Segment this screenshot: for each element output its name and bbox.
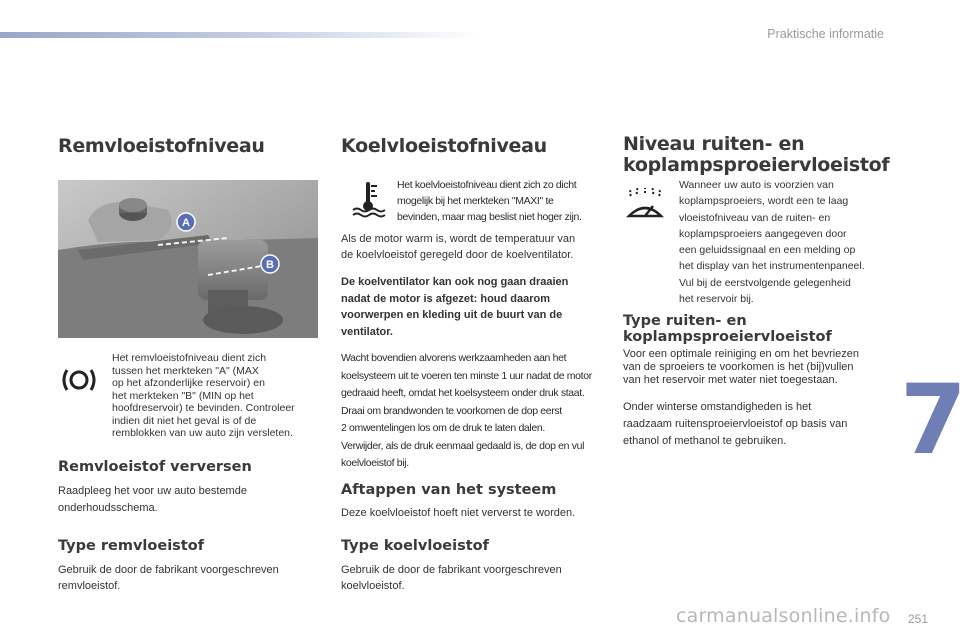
- washer-type-line: Voor een optimale reiniging en om het bevriezen: [623, 348, 860, 360]
- washer-level-description: [679, 177, 889, 307]
- coolant-wait-line: Verwijder, als de druk eenmaal gedaald is, de dop en vul: [341, 439, 585, 452]
- washer-type-line: van de sproeiers te voorkomen is het (bij)vullen: [623, 361, 854, 373]
- coolant-wait-line: gedraaid heeft, omdat het koelsysteem onder druk staat.: [341, 387, 585, 399]
- brake-fluid-title: Remvloeistofniveau: [58, 135, 265, 157]
- coolant-warning-line: ventilator.: [341, 325, 393, 338]
- brake-desc-line: remblokken van uw auto zijn versleten.: [112, 427, 293, 439]
- coolant-warm-text: [341, 231, 575, 263]
- washer-icon-line: vloeistofniveau van de ruiten- en: [679, 211, 831, 224]
- coolant-wait-line: 2 omwentelingen los om de druk te laten dalen.: [341, 422, 545, 434]
- coolant-warning-line: voorwerpen en kleding uit de buurt van de: [341, 309, 563, 321]
- coolant-warm-line: Als de motor warm is, wordt de temperatuur van: [341, 233, 576, 245]
- coolant-warning-line: nadat de motor is afgezet: houd daarom: [341, 292, 551, 305]
- coolant-icon-line: mogelijk bij het merkteken "MAXI" te: [397, 195, 554, 207]
- coolant-drain-title: Aftappen van het systeem: [341, 482, 557, 498]
- brake-replace-line: onderhoudsschema.: [58, 502, 158, 514]
- washer-icon-line: Vul bij de eerstvolgende gelegenheid: [679, 276, 851, 289]
- brake-desc-line: hoofdreservoir) te bevinden. Controleer: [112, 402, 295, 414]
- washer-icon-line: koplampsproeiers aangegeven door: [679, 227, 847, 240]
- brake-reservoir-photo: [58, 180, 318, 338]
- brake-type-line: Gebruik de door de fabrikant voorgeschreven: [58, 564, 279, 576]
- coolant-drain-text: Deze koelvloeistof hoeft niet ververst te worden.: [341, 507, 576, 519]
- header-bar: [0, 32, 480, 38]
- washer-type-title: [623, 313, 832, 345]
- coolant-wait-text: [341, 350, 605, 473]
- marker-b-label: B: [266, 259, 274, 271]
- brake-type-line: remvloeistof.: [58, 580, 121, 592]
- brake-warning-icon: [60, 366, 98, 399]
- coolant-wait-line: Draai om brandwonden te voorkomen de dop eerst: [341, 404, 562, 417]
- coolant-title: Koelvloeistofniveau: [341, 135, 547, 157]
- washer-type-title-line: Type ruiten- en: [623, 313, 747, 329]
- brake-desc-line: Het remvloeistofniveau dient zich: [112, 352, 267, 364]
- brake-type-title: Type remvloeistof: [58, 538, 204, 554]
- washer-winter-line: raadzaam ruitensproeiervloeistof op basis van: [623, 418, 848, 430]
- marker-a-label: A: [182, 217, 190, 229]
- brake-desc-line: tussen het merkteken "A" (MAX: [112, 364, 259, 377]
- washer-winter-text: [623, 399, 885, 450]
- brake-desc-line: indien dit niet het geval is of de: [112, 414, 257, 427]
- section-label: Praktische informatie: [767, 27, 884, 41]
- coolant-icon-line: Het koelvloeistofniveau dient zich zo dicht: [397, 179, 577, 191]
- page-number: 251: [908, 612, 929, 626]
- washer-type-line: van het reservoir met water niet toegestaan.: [623, 374, 838, 386]
- washer-icon-line: het reservoir bij.: [679, 293, 754, 306]
- brake-type-text: [58, 562, 279, 594]
- washer-title-line: koplampsproeiervloeistof: [623, 154, 890, 176]
- washer-type-title-line: koplampsproeiervloeistof: [623, 329, 832, 345]
- brake-desc-line: het merkteken "B" (MIN op het: [112, 389, 254, 402]
- brake-replace-title: Remvloeistof verversen: [58, 459, 252, 475]
- coolant-icon-line: bevinden, maar mag beslist niet hoger zijn.: [397, 211, 582, 223]
- brake-level-description: [112, 352, 322, 440]
- coolant-temperature-icon: [351, 180, 385, 223]
- washer-type-text: [623, 348, 885, 387]
- washer-icon-line: een geluidssignaal en een melding op: [679, 244, 856, 257]
- coolant-type-line: Gebruik de door de fabrikant voorgeschreven: [341, 564, 562, 576]
- brake-replace-line: Raadpleeg het voor uw auto bestemde: [58, 485, 247, 497]
- coolant-wait-line: koelvloeistof bij.: [341, 457, 409, 469]
- coolant-warning-line: De koelventilator kan ook nog gaan draaien: [341, 276, 569, 288]
- washer-winter-line: Onder winterse omstandigheden is het: [623, 401, 812, 413]
- coolant-fan-warning: [341, 274, 568, 340]
- washer-icon-line: Wanneer uw auto is voorzien van: [679, 179, 834, 191]
- brake-replace-text: [58, 483, 247, 517]
- coolant-level-description: [397, 177, 607, 225]
- coolant-type-title: Type koelvloeistof: [341, 538, 489, 554]
- washer-icon-line: koplampsproeiers, wordt een te laag: [679, 195, 849, 208]
- washer-fluid-title: [623, 134, 889, 176]
- coolant-type-line: koelvloeistof.: [341, 580, 405, 592]
- chapter-number: 7: [900, 364, 967, 476]
- washer-fluid-icon: [625, 186, 665, 225]
- coolant-wait-line: Wacht bovendien alvorens werkzaamheden aan het: [341, 352, 567, 364]
- coolant-wait-line: koelsysteem uit te voeren ten minste 1 uur nadat de motor: [341, 369, 592, 382]
- washer-icon-line: het display van het instrumentenpaneel.: [679, 260, 865, 273]
- coolant-type-text: [341, 562, 562, 594]
- coolant-warm-line: de koelvloeistof geregeld door de koelventilator.: [341, 249, 574, 261]
- watermark: carmanualsonline.info: [676, 605, 891, 627]
- brake-desc-line: op het afzonderlijke reservoir) en: [112, 377, 265, 389]
- washer-title-line: Niveau ruiten- en: [623, 133, 805, 155]
- washer-winter-line: ethanol of methanol te gebruiken.: [623, 435, 787, 447]
